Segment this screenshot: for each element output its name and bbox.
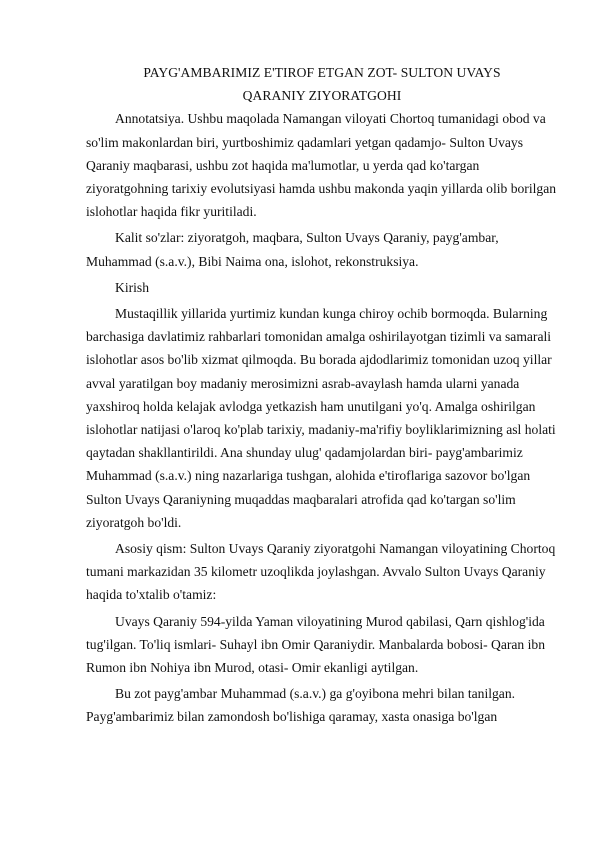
continuation-paragraph: Bu zot payg'ambar Muhammad (s.a.v.) ga g'oyibona mehri bilan tanilgan. Payg'ambarimiz bilan zamondosh bo'lishiga qaramay, xasta onasiga bo'lgan: [86, 686, 516, 725]
article-title: [86, 61, 558, 107]
biography-paragraph: Uvays Qaraniy 594-yilda Yaman viloyatining Murod qabilasi, Qarn qishlog'ida tug'ilgan. To'liq ismlari- Suhayl ibn Omir Qaraniydir. Manbalarda bobosi- Qaran ibn Rumon ibn Nohiya ibn Murod, otasi- Omir ekanligi aytilgan.: [86, 613, 546, 676]
section-heading-introduction: Kirish: [115, 279, 149, 295]
document-body: [86, 61, 558, 732]
abstract-paragraph: Annotatsiya. Ushbu maqolada Namangan viloyati Chortoq tumanidagi obod va so'lim makonlardan biri, yurtboshimiz qadamlari yetgan qadamjo- Sulton Uvays Qaraniy maqbarasi, ushbu zot haqida ma'lumotlar, u yerda qad ko'targan ziyoratgohning tarixiy evolutsiyasi hamda ushbu makonda yaqin yillarda olib borilgan islohotlar haqida fikr yuritiladi.: [86, 111, 557, 220]
main-part-paragraph: Asosiy qism: Sulton Uvays Qaraniy ziyoratgohi Namangan viloyatining Chortoq tumani markazidan 35 kilometr uzoqlikda joylashgan. Avvalo Sulton Uvays Qaraniy haqida to'xtalib o'tamiz:: [86, 541, 556, 603]
article-title-line-2: QARANIY ZIYORATGOHI: [242, 88, 402, 104]
article-title-line-1: PAYG'AMBARIMIZ E'TIROF ETGAN ZOT- SULTON UVAYS: [143, 65, 501, 80]
introduction-paragraph: Mustaqillik yillarida yurtimiz kundan kunga chiroy ochib bormoqda. Bularning barchasiga davlatimiz rahbarlari tomonidan amalga oshirilayotgan tizimli va samarali islohotlar asos bo'lib xizmat qilmoqda. Bu borada ajdodlarimiz tomonidan uzoq yillar avval yaratilgan boy madaniy merosimizni asrab-avaylash hamda ularni yanada yaxshiroq holda kelajak avlodga yetkazish ham unutilgani yo'q. Amalga oshirilgan islohotlar natijasi o'laroq ko'plab tarixiy, madaniy-ma'rifiy boyliklarimizning asl holati qaytadan shakllantirildi. Ana shunday ulug' qadamjolardan biri- payg'ambarimiz Muhammad (s.a.v.) ning nazarlariga tushgan, alohida e'tiroflariga sazovor bo'lgan Sulton Uvays Qaraniyning muqaddas maqbaralari atrofida qad ko'targan so'lim ziyoratgoh bo'ldi.: [86, 306, 556, 530]
keywords-paragraph: Kalit so'zlar: ziyoratgoh, maqbara, Sulton Uvays Qaraniy, payg'ambar, Muhammad (s.a.v.), Bibi Naima ona, islohot, rekonstruksiya.: [86, 230, 499, 269]
